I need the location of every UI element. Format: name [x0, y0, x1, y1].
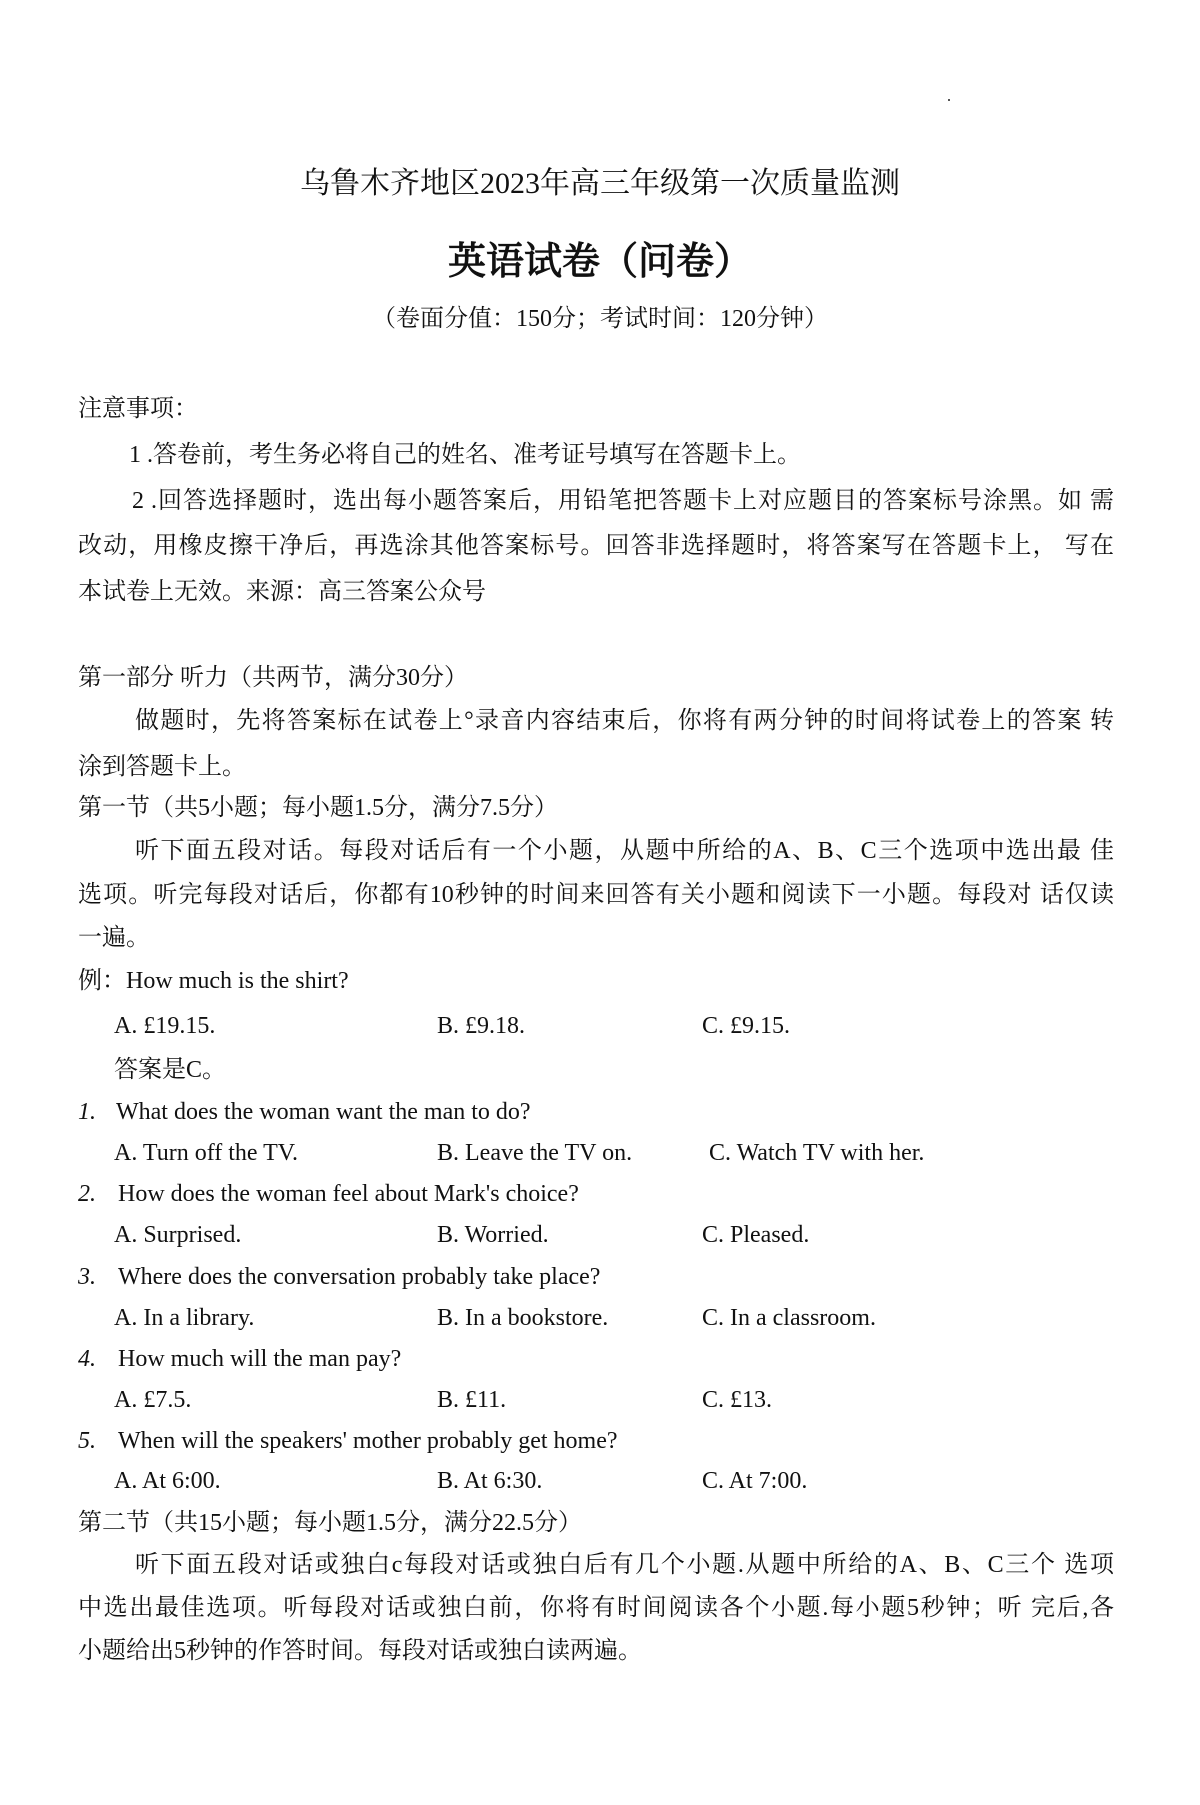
section2-intro-line-3: 小题给出5秒钟的作答时间。每段对话或独白读两遍。: [78, 1638, 642, 1664]
section2-heading: 第二节（共15小题；每小题1.5分，满分22.5分）: [78, 1510, 582, 1536]
option-b: B. In a bookstore.: [437, 1305, 609, 1331]
option-c: C. In a classroom.: [702, 1305, 876, 1331]
option-b: B. Leave the TV on.: [437, 1140, 633, 1166]
notice-item-1: 1 .答卷前，考生务必将自己的姓名、准考证号填写在答题卡上。: [129, 442, 801, 468]
part1-intro-line-2: 涂到答题卡上。: [78, 754, 246, 780]
notice-heading: 注意事项：: [78, 396, 198, 422]
exam-info: （卷面分值：150分；考试时间：120分钟）: [372, 306, 828, 332]
option-a: A. At 6:00.: [114, 1468, 221, 1494]
option-a: A. In a library.: [114, 1305, 255, 1331]
exam-subtitle: 英语试卷（问卷）: [447, 241, 752, 283]
example-question: 例：How much is the shirt?: [78, 968, 349, 994]
option-c: C. At 7:00.: [702, 1468, 808, 1494]
example-answer: 答案是C。: [114, 1057, 227, 1083]
option-c: C. £13.: [702, 1387, 773, 1413]
question-text: How does the woman feel about Mark's choice?: [118, 1181, 579, 1207]
question-text: Where does the conversation probably take place?: [118, 1264, 601, 1290]
question-number: 1.: [78, 1099, 96, 1125]
example-option-b: B. £9.18.: [437, 1013, 526, 1039]
question-number: 4.: [78, 1346, 96, 1372]
option-b: B. £11.: [437, 1387, 507, 1413]
question-text: What does the woman want the man to do?: [116, 1099, 531, 1125]
question-number: 2.: [78, 1181, 96, 1207]
question-number: 5.: [78, 1428, 96, 1454]
exam-title: 乌鲁木齐地区2023年高三年级第一次质量监测: [300, 167, 900, 200]
section1-heading: 第一节（共5小题；每小题1.5分，满分7.5分）: [78, 795, 558, 821]
scan-speck: [948, 99, 950, 101]
option-a: A. Surprised.: [114, 1222, 242, 1248]
option-c: C. Watch TV with her.: [709, 1140, 925, 1166]
option-a: A. £7.5.: [114, 1387, 192, 1413]
question-text: How much will the man pay?: [118, 1346, 402, 1372]
question-number: 3.: [78, 1264, 96, 1290]
example-option-a: A. £19.15.: [114, 1013, 216, 1039]
notice-item-2-line-2: 改动，用橡皮擦干净后，再选涂其他答案标号。回答非选择题时，将答案写在答题卡上， 写在: [78, 533, 1114, 559]
section2-intro-line-2: 中选出最佳选项。听每段对话或独白前，你将有时间阅读各个小题.每小题5秒钟；听 完后,各: [78, 1595, 1114, 1621]
option-b: B. At 6:30.: [437, 1468, 543, 1494]
option-c: C. Pleased.: [702, 1222, 810, 1248]
section1-intro-line-3: 一遍。: [78, 925, 150, 951]
part1-intro-line-1: 做题时，先将答案标在试卷上°录音内容结束后，你将有两分钟的时间将试卷上的答案 转: [135, 708, 1114, 734]
notice-item-2-line-1: 2 .回答选择题时，选出每小题答案后，用铅笔把答题卡上对应题目的答案标号涂黑。如 需: [132, 488, 1114, 514]
part1-heading: 第一部分 听力（共两节，满分30分）: [78, 665, 468, 691]
option-a: A. Turn off the TV.: [114, 1140, 299, 1166]
option-b: B. Worried.: [437, 1222, 549, 1248]
notice-item-2-line-3: 本试卷上无效。来源：高三答案公众号: [78, 579, 486, 605]
question-text: When will the speakers' mother probably get home?: [118, 1428, 618, 1454]
section1-intro-line-2: 选项。听完每段对话后，你都有10秒钟的时间来回答有关小题和阅读下一小题。每段对 话仅读: [78, 882, 1114, 908]
section2-intro-line-1: 听下面五段对话或独白c每段对话或独白后有几个小题.从题中所给的A、B、C三个 选项: [135, 1552, 1114, 1578]
example-option-c: C. £9.15.: [702, 1013, 791, 1039]
section1-intro-line-1: 听下面五段对话。每段对话后有一个小题，从题中所给的A、B、C三个选项中选出最 佳: [135, 838, 1114, 864]
